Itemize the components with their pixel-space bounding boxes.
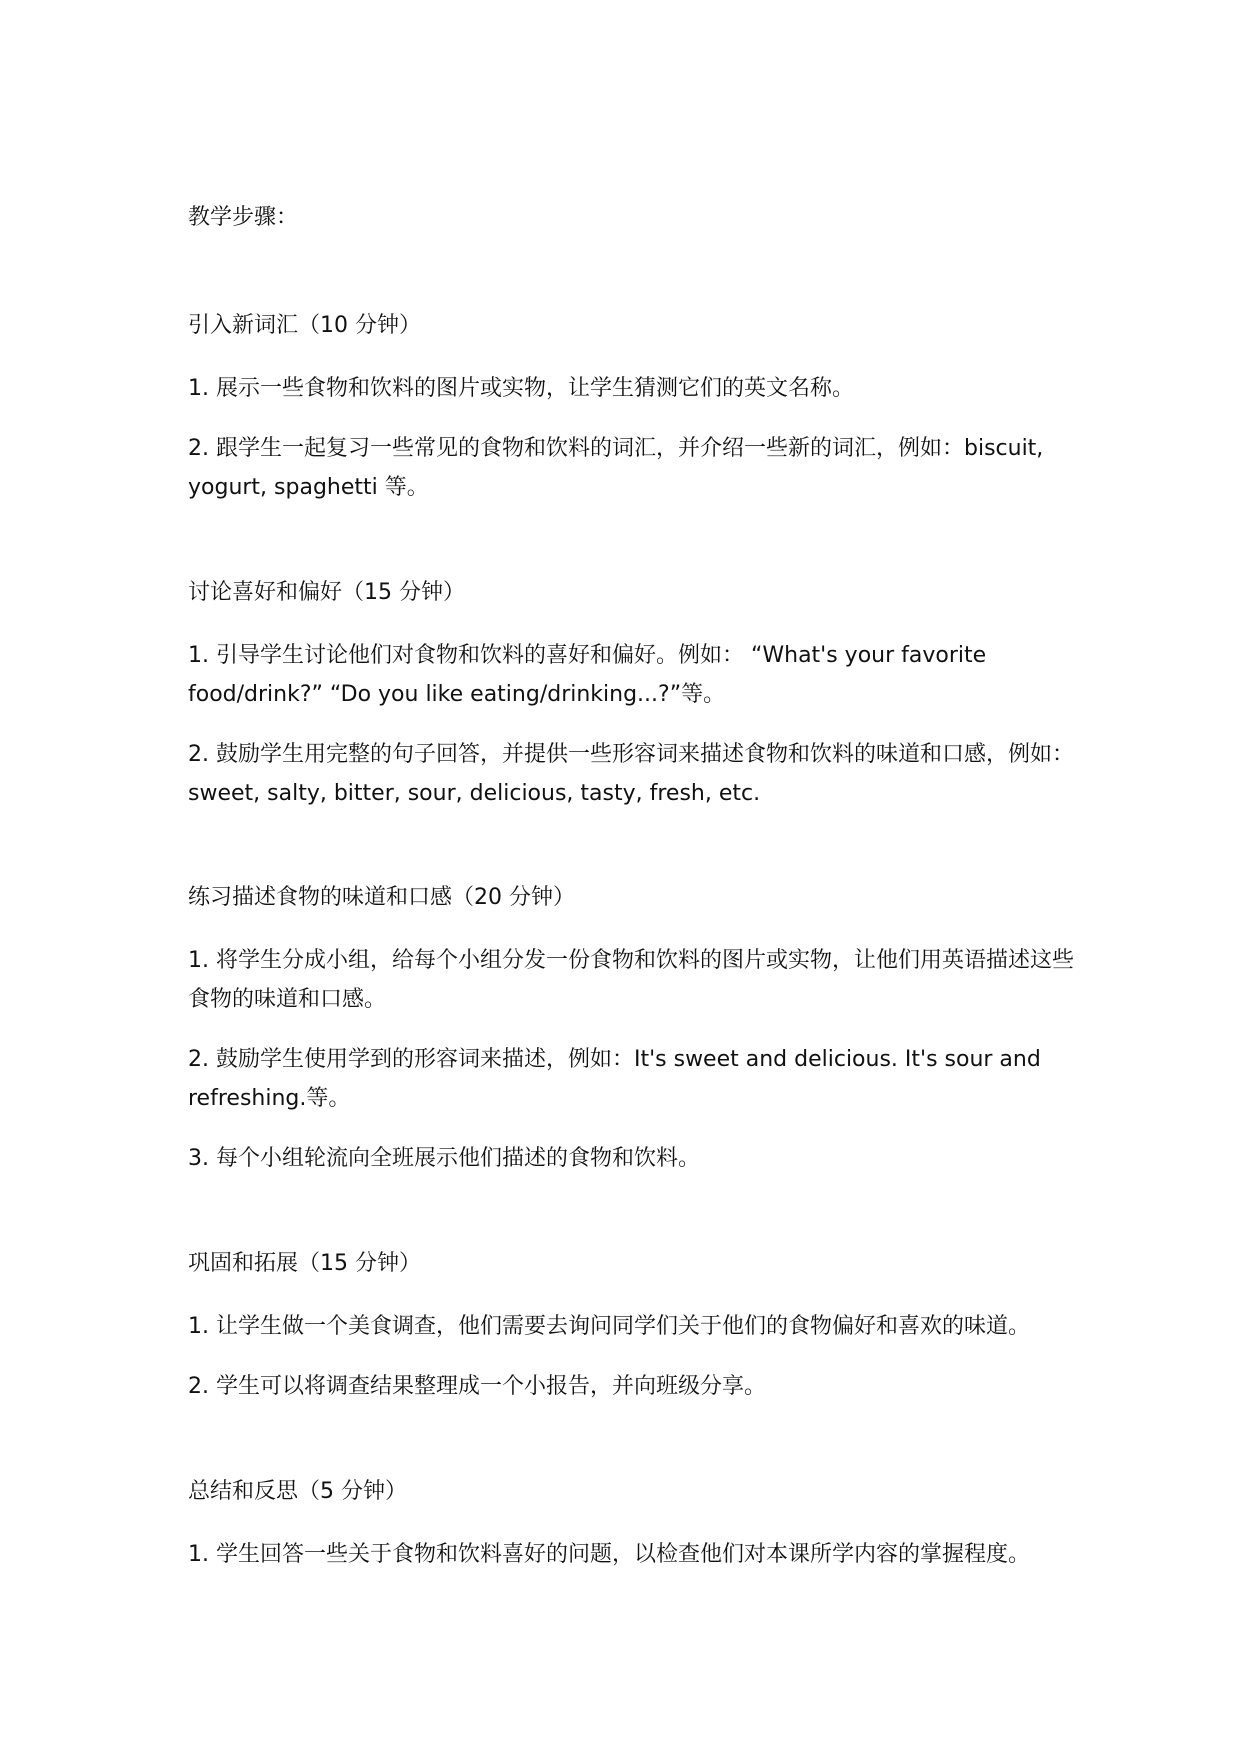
section-introduce-vocabulary xyxy=(188,312,1088,507)
step-item: 1. 展示一些食物和饮料的图片或实物，让学生猜测它们的英文名称。 xyxy=(188,376,854,401)
step-item: 1. 引导学生讨论他们对食物和饮料的喜好和偏好。例如： “What's your favorite food/drink?” “Do you like eating/drinking...?”等。 xyxy=(188,643,987,707)
step-item: 1. 学生回答一些关于食物和饮料喜好的问题，以检查他们对本课所学内容的掌握程度。 xyxy=(188,1542,1030,1567)
step-item: 2. 鼓励学生使用学到的形容词来描述，例如：It's sweet and delicious. It's sour and refreshing.等。 xyxy=(188,1047,1041,1111)
section-heading: 巩固和拓展（15 分钟） xyxy=(188,1251,421,1276)
document-title: 教学步骤： xyxy=(188,205,299,230)
step-item: 3. 每个小组轮流向全班展示他们描述的食物和饮料。 xyxy=(188,1146,700,1171)
step-item: 2. 鼓励学生用完整的句子回答，并提供一些形容词来描述食物和饮料的味道和口感，例如：sweet, salty, bitter, sour, delicious, tasty, fresh, etc. xyxy=(188,742,1074,806)
step-item: 1. 将学生分成小组，给每个小组分发一份食物和饮料的图片或实物，让他们用英语描述这些食物的味道和口感。 xyxy=(188,948,1074,1012)
section-heading: 讨论喜好和偏好（15 分钟） xyxy=(188,580,465,605)
section-heading: 引入新词汇（10 分钟） xyxy=(188,313,421,338)
step-item: 2. 学生可以将调查结果整理成一个小报告，并向班级分享。 xyxy=(188,1374,766,1399)
step-item: 2. 跟学生一起复习一些常见的食物和饮料的词汇，并介绍一些新的词汇，例如：biscuit, yogurt, spaghetti 等。 xyxy=(188,436,1044,500)
section-summary-reflection xyxy=(188,1478,1088,1574)
section-heading: 练习描述食物的味道和口感（20 分钟） xyxy=(188,885,575,910)
section-heading: 总结和反思（5 分钟） xyxy=(188,1479,407,1504)
section-describe-taste xyxy=(188,884,1088,1178)
section-consolidate-extend xyxy=(188,1250,1088,1406)
section-discuss-preferences xyxy=(188,579,1088,813)
step-item: 1. 让学生做一个美食调查，他们需要去询问同学们关于他们的食物偏好和喜欢的味道。 xyxy=(188,1314,1030,1339)
